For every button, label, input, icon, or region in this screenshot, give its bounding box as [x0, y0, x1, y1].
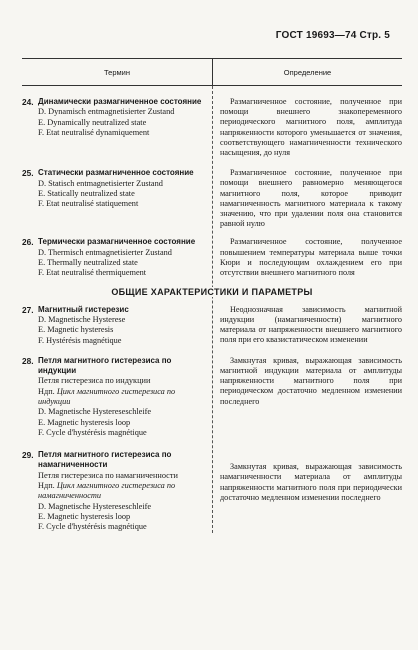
- definition-cell: [212, 305, 402, 346]
- table-row: [22, 450, 402, 532]
- term-ru: Петля магнитного гистерезиса по намагниченности: [38, 450, 172, 470]
- term-en: E. Magnetic hysteresis loop: [38, 511, 131, 521]
- column-header-term: Термин: [22, 59, 213, 85]
- term-synonym: Петля гистерезиса по индукции: [38, 376, 151, 386]
- term-fr: F. Etat neutralisé statiquement: [38, 199, 139, 209]
- definition-cell: [212, 356, 402, 438]
- term-de: D. Dynamisch entmagnetisierter Zustand: [38, 107, 175, 117]
- definition-text: Размагниченное состояние, полученное при помощи внешнего знакопеременного периодического магнитного поля, амплитуда напряженности которого уменьшается от значения, соответствующего намагниченности технического насыщения, до нуля: [220, 97, 402, 158]
- section-title: ОБЩИЕ ХАРАКТЕРИСТИКИ И ПАРАМЕТРЫ: [22, 287, 402, 297]
- term-fr: F. Etat neutralisé thermiquement: [38, 268, 147, 278]
- page-header: ГОСТ 19693—74 Стр. 5: [275, 30, 390, 41]
- term-de: D. Magnetische Hystereseschleife: [38, 407, 152, 417]
- term-ru: Магнитный гистерезис: [38, 304, 129, 314]
- term-synonym: Петля гистерезиса по намагниченности: [38, 470, 178, 480]
- term-de: D. Magnetische Hystereseschleife: [38, 501, 152, 511]
- terms-table: [22, 58, 402, 533]
- table-row: [22, 97, 402, 158]
- term-number: 28.: [22, 355, 34, 366]
- definition-text: Замкнутая кривая, выражающая зависимость магнитной индукции материала от амплитуды напряженности магнитного поля при периодическом достаточно медленном изменении последнего: [220, 355, 402, 406]
- term-de: D. Thermisch entmagnetisierter Zustand: [38, 247, 172, 257]
- table-header: [22, 58, 402, 86]
- term-ru: Петля магнитного гистерезиса по индукции: [38, 355, 172, 376]
- term-ru: Статически размагниченное состояние: [38, 168, 194, 178]
- term-fr: F. Hystérésis magnétique: [38, 335, 122, 345]
- term-number: 24.: [22, 97, 34, 107]
- term-en: E. Thermally neutralized state: [38, 258, 138, 268]
- term-number: 26.: [22, 237, 34, 248]
- table-row: [22, 305, 402, 346]
- term-de: D. Statisch entmagnetisierter Zustand: [38, 178, 163, 188]
- term-en: E. Statically neutralized state: [38, 188, 135, 198]
- term-fr: F. Cycle d'hystérésis magnétique: [38, 427, 147, 437]
- term-number: 29.: [22, 450, 34, 461]
- term-de: D. Magnetische Hysterese: [38, 314, 126, 324]
- definition-text: Размагниченное состояние, полученное повышением температуры материала выше точки Кюри и последующим охлаждением его при отсутствии внешнего магнитного поля: [220, 237, 402, 278]
- term-cell: [22, 356, 212, 438]
- column-header-definition: Определение: [283, 67, 332, 77]
- deprecated-label: Ндп.: [38, 386, 55, 396]
- term-cell: [22, 168, 212, 229]
- table-row: [22, 168, 402, 229]
- table-row: [22, 356, 402, 438]
- definition-text: Размагниченное состояние, полученное при помощи внешнего равномерно меняющегося магнитного поля, которое приводит намагниченность магнитного материала к такому значению, что при удалении поля она становится равной нулю: [220, 168, 402, 229]
- definition-cell: [212, 237, 402, 278]
- deprecated-label: Ндп.: [38, 481, 55, 491]
- term-ru: Термически размагниченное состояние: [38, 237, 196, 247]
- definition-text: Неоднозначная зависимость магнитной индукции (намагниченности) магнитного материала от напряженности внешнего магнитного поля при его квазистатическом изменении: [220, 304, 402, 345]
- term-cell: [22, 97, 212, 158]
- table-body: [22, 86, 402, 533]
- term-en: E. Magnetic hysteresis loop: [38, 417, 131, 427]
- table-row: [22, 237, 402, 278]
- definition-text: Замкнутая кривая, выражающая зависимость намагниченности материала от амплитуды напряженности магнитного поля при периодически достаточно медленном изменении последнего: [220, 462, 402, 502]
- term-en: E. Magnetic hysteresis: [38, 325, 114, 335]
- term-ru: Динамически размагниченное состояние: [38, 97, 202, 106]
- term-cell: [22, 237, 212, 278]
- definition-cell: [212, 450, 402, 532]
- term-fr: F. Etat neutralisé dynamiquement: [38, 127, 150, 137]
- deprecated-text: Цикл магнитного гистерезиса по намагниченности: [38, 481, 176, 501]
- term-number: 25.: [22, 168, 34, 179]
- term-number: 27.: [22, 304, 34, 315]
- definition-cell: [212, 97, 402, 158]
- definition-cell: [212, 168, 402, 229]
- term-fr: F. Cycle d'hystérésis magnétique: [38, 522, 147, 532]
- deprecated-text: Цикл магнитного гистерезиса по индукции: [38, 386, 176, 406]
- term-deprecated: [22, 481, 206, 502]
- term-cell: [22, 450, 212, 532]
- term-cell: [22, 305, 212, 346]
- term-en: E. Dynamically neutralized state: [38, 117, 147, 127]
- term-deprecated: [22, 387, 206, 408]
